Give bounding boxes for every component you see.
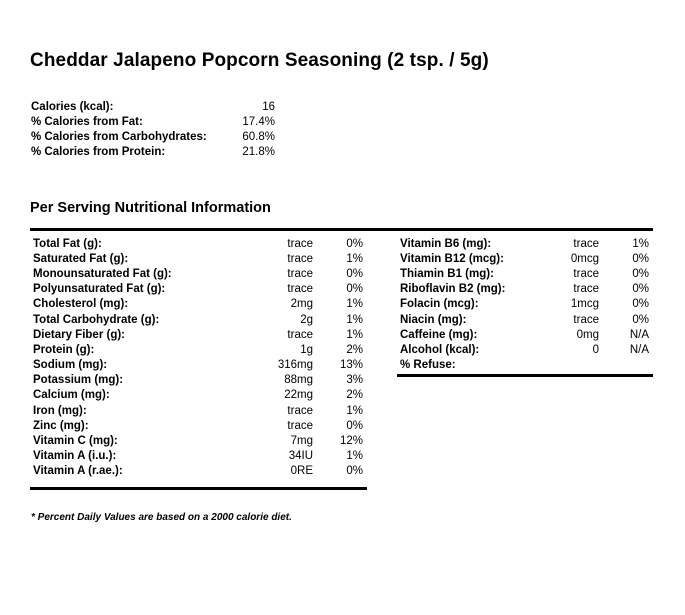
nutrient-percent: 3% bbox=[346, 374, 363, 387]
nutrient-amount: trace bbox=[573, 313, 599, 326]
table-row bbox=[398, 251, 653, 266]
table-row bbox=[398, 236, 653, 251]
nutrient-name: Potassium (mg): bbox=[33, 374, 124, 387]
calorie-summary-table bbox=[31, 100, 281, 160]
nutrient-percent: 1% bbox=[346, 313, 363, 326]
nutrient-amount: trace bbox=[287, 252, 313, 265]
nutrient-percent: 13% bbox=[339, 359, 363, 372]
table-row bbox=[31, 312, 367, 327]
nutrient-amount: 22mg bbox=[284, 389, 313, 402]
nutrient-percent: 0% bbox=[632, 283, 649, 296]
table-row-refuse bbox=[398, 358, 653, 373]
summary-value: 16 bbox=[262, 101, 275, 113]
nutrient-name: Riboflavin B2 (mg): bbox=[400, 283, 506, 296]
nutrient-percent: 0% bbox=[632, 298, 649, 311]
table-row bbox=[31, 145, 281, 160]
table-row bbox=[31, 266, 367, 281]
table-row bbox=[31, 130, 281, 145]
nutrient-name: Vitamin B12 (mcg): bbox=[400, 252, 504, 265]
nutrient-name: Caffeine (mg): bbox=[400, 328, 478, 341]
calorie-summary-block bbox=[31, 100, 281, 160]
summary-value: 17.4% bbox=[242, 116, 275, 128]
table-row bbox=[31, 327, 367, 342]
nutrient-percent: 0% bbox=[346, 283, 363, 296]
summary-label: Calories (kcal): bbox=[31, 101, 114, 113]
table-row bbox=[398, 342, 653, 357]
table-row bbox=[31, 433, 367, 448]
nutrient-amount: trace bbox=[287, 404, 313, 417]
nutrient-amount: trace bbox=[287, 419, 313, 432]
nutrient-amount: trace bbox=[573, 267, 599, 280]
nutrient-amount: 88mg bbox=[284, 374, 313, 387]
nutrient-name: Folacin (mcg): bbox=[400, 298, 479, 311]
table-row bbox=[398, 282, 653, 297]
nutrient-percent: 12% bbox=[339, 435, 363, 448]
refuse-amount bbox=[554, 358, 609, 373]
nutrient-percent: 0% bbox=[632, 252, 649, 265]
nutrient-name: Cholesterol (mg): bbox=[33, 298, 129, 311]
table-row bbox=[398, 266, 653, 281]
nutrient-amount: 7mg bbox=[290, 435, 313, 448]
divider-top bbox=[30, 228, 653, 231]
section-heading: Per Serving Nutritional Information bbox=[30, 200, 271, 216]
divider-right-bottom bbox=[397, 374, 653, 377]
table-row bbox=[31, 251, 367, 266]
nutrient-percent: 0% bbox=[346, 419, 363, 432]
nutrient-percent: 0% bbox=[632, 313, 649, 326]
summary-value: 21.8% bbox=[242, 146, 275, 158]
table-row bbox=[31, 388, 367, 403]
table-row bbox=[31, 403, 367, 418]
nutrient-amount: trace bbox=[287, 237, 313, 250]
summary-value: 60.8% bbox=[242, 131, 275, 143]
nutrient-name: Vitamin B6 (mg): bbox=[400, 237, 492, 250]
summary-label: % Calories from Fat: bbox=[31, 116, 143, 128]
nutrient-amount: trace bbox=[287, 267, 313, 280]
nutrient-percent: 0% bbox=[346, 237, 363, 250]
table-row bbox=[398, 312, 653, 327]
nutrient-name: Vitamin A (i.u.): bbox=[33, 450, 117, 463]
refuse-label: % Refuse: bbox=[400, 359, 456, 372]
refuse-percent bbox=[609, 358, 653, 373]
nutrient-name: Saturated Fat (g): bbox=[33, 252, 129, 265]
nutrient-name: Total Fat (g): bbox=[33, 237, 102, 250]
nutrient-amount: 2g bbox=[300, 313, 313, 326]
nutrient-percent: N/A bbox=[629, 343, 649, 356]
nutrient-name: Dietary Fiber (g): bbox=[33, 328, 126, 341]
table-row bbox=[31, 358, 367, 373]
page-title: Cheddar Jalapeno Popcorn Seasoning (2 tsp. / 5g) bbox=[30, 50, 489, 71]
nutrient-percent: 1% bbox=[346, 404, 363, 417]
table-row bbox=[31, 115, 281, 130]
nutrient-amount: 0mg bbox=[576, 328, 599, 341]
nutrient-amount: trace bbox=[573, 283, 599, 296]
nutrient-name: Niacin (mg): bbox=[400, 313, 467, 326]
nutrient-percent: 2% bbox=[346, 389, 363, 402]
nutrient-name: Vitamin A (r.ae.): bbox=[33, 465, 123, 478]
nutrient-amount: trace bbox=[287, 328, 313, 341]
nutrient-amount: 34IU bbox=[288, 450, 313, 463]
divider-left-bottom bbox=[30, 487, 367, 490]
table-row bbox=[31, 418, 367, 433]
table-row bbox=[31, 100, 281, 115]
nutrient-name: Calcium (mg): bbox=[33, 389, 110, 402]
nutrient-name: Polyunsaturated Fat (g): bbox=[33, 283, 166, 296]
nutrient-table-right bbox=[398, 236, 653, 373]
table-row bbox=[398, 327, 653, 342]
nutrient-name: Alcohol (kcal): bbox=[400, 343, 480, 356]
nutrient-name: Monounsaturated Fat (g): bbox=[33, 267, 172, 280]
summary-label: % Calories from Carbohydrates: bbox=[31, 131, 207, 143]
nutrient-percent: 0% bbox=[346, 267, 363, 280]
table-row bbox=[31, 373, 367, 388]
nutrient-percent: 1% bbox=[346, 328, 363, 341]
nutrient-amount: 316mg bbox=[277, 359, 313, 372]
nutrient-name: Total Carbohydrate (g): bbox=[33, 313, 160, 326]
nutrient-amount: 2mg bbox=[290, 298, 313, 311]
summary-label: % Calories from Protein: bbox=[31, 146, 166, 158]
table-row bbox=[31, 342, 367, 357]
nutrient-percent: N/A bbox=[629, 328, 649, 341]
nutrient-percent: 1% bbox=[346, 450, 363, 463]
nutrient-percent: 0% bbox=[632, 267, 649, 280]
nutrient-amount: 0RE bbox=[290, 465, 313, 478]
table-row bbox=[31, 236, 367, 251]
nutrient-percent: 1% bbox=[632, 237, 649, 250]
nutrient-name: Protein (g): bbox=[33, 343, 95, 356]
table-row bbox=[31, 297, 367, 312]
table-row bbox=[31, 282, 367, 297]
nutrient-percent: 2% bbox=[346, 343, 363, 356]
nutrient-amount: 0mcg bbox=[570, 252, 599, 265]
nutrient-name: Vitamin C (mg): bbox=[33, 435, 118, 448]
table-row bbox=[31, 449, 367, 464]
table-row bbox=[31, 464, 367, 479]
table-row bbox=[398, 297, 653, 312]
nutrient-percent: 0% bbox=[346, 465, 363, 478]
nutrient-name: Iron (mg): bbox=[33, 404, 87, 417]
nutrient-amount: 1g bbox=[300, 343, 313, 356]
nutrient-amount: trace bbox=[287, 283, 313, 296]
nutrient-name: Sodium (mg): bbox=[33, 359, 108, 372]
nutrient-amount: 1mcg bbox=[570, 298, 599, 311]
nutrient-amount: 0 bbox=[592, 343, 599, 356]
nutrient-amount: trace bbox=[573, 237, 599, 250]
nutrient-percent: 1% bbox=[346, 252, 363, 265]
nutrient-name: Thiamin B1 (mg): bbox=[400, 267, 494, 280]
nutrient-table-left bbox=[31, 236, 367, 479]
footnote: * Percent Daily Values are based on a 2000 calorie diet. bbox=[31, 512, 292, 523]
nutrient-percent: 1% bbox=[346, 298, 363, 311]
nutrient-name: Zinc (mg): bbox=[33, 419, 89, 432]
